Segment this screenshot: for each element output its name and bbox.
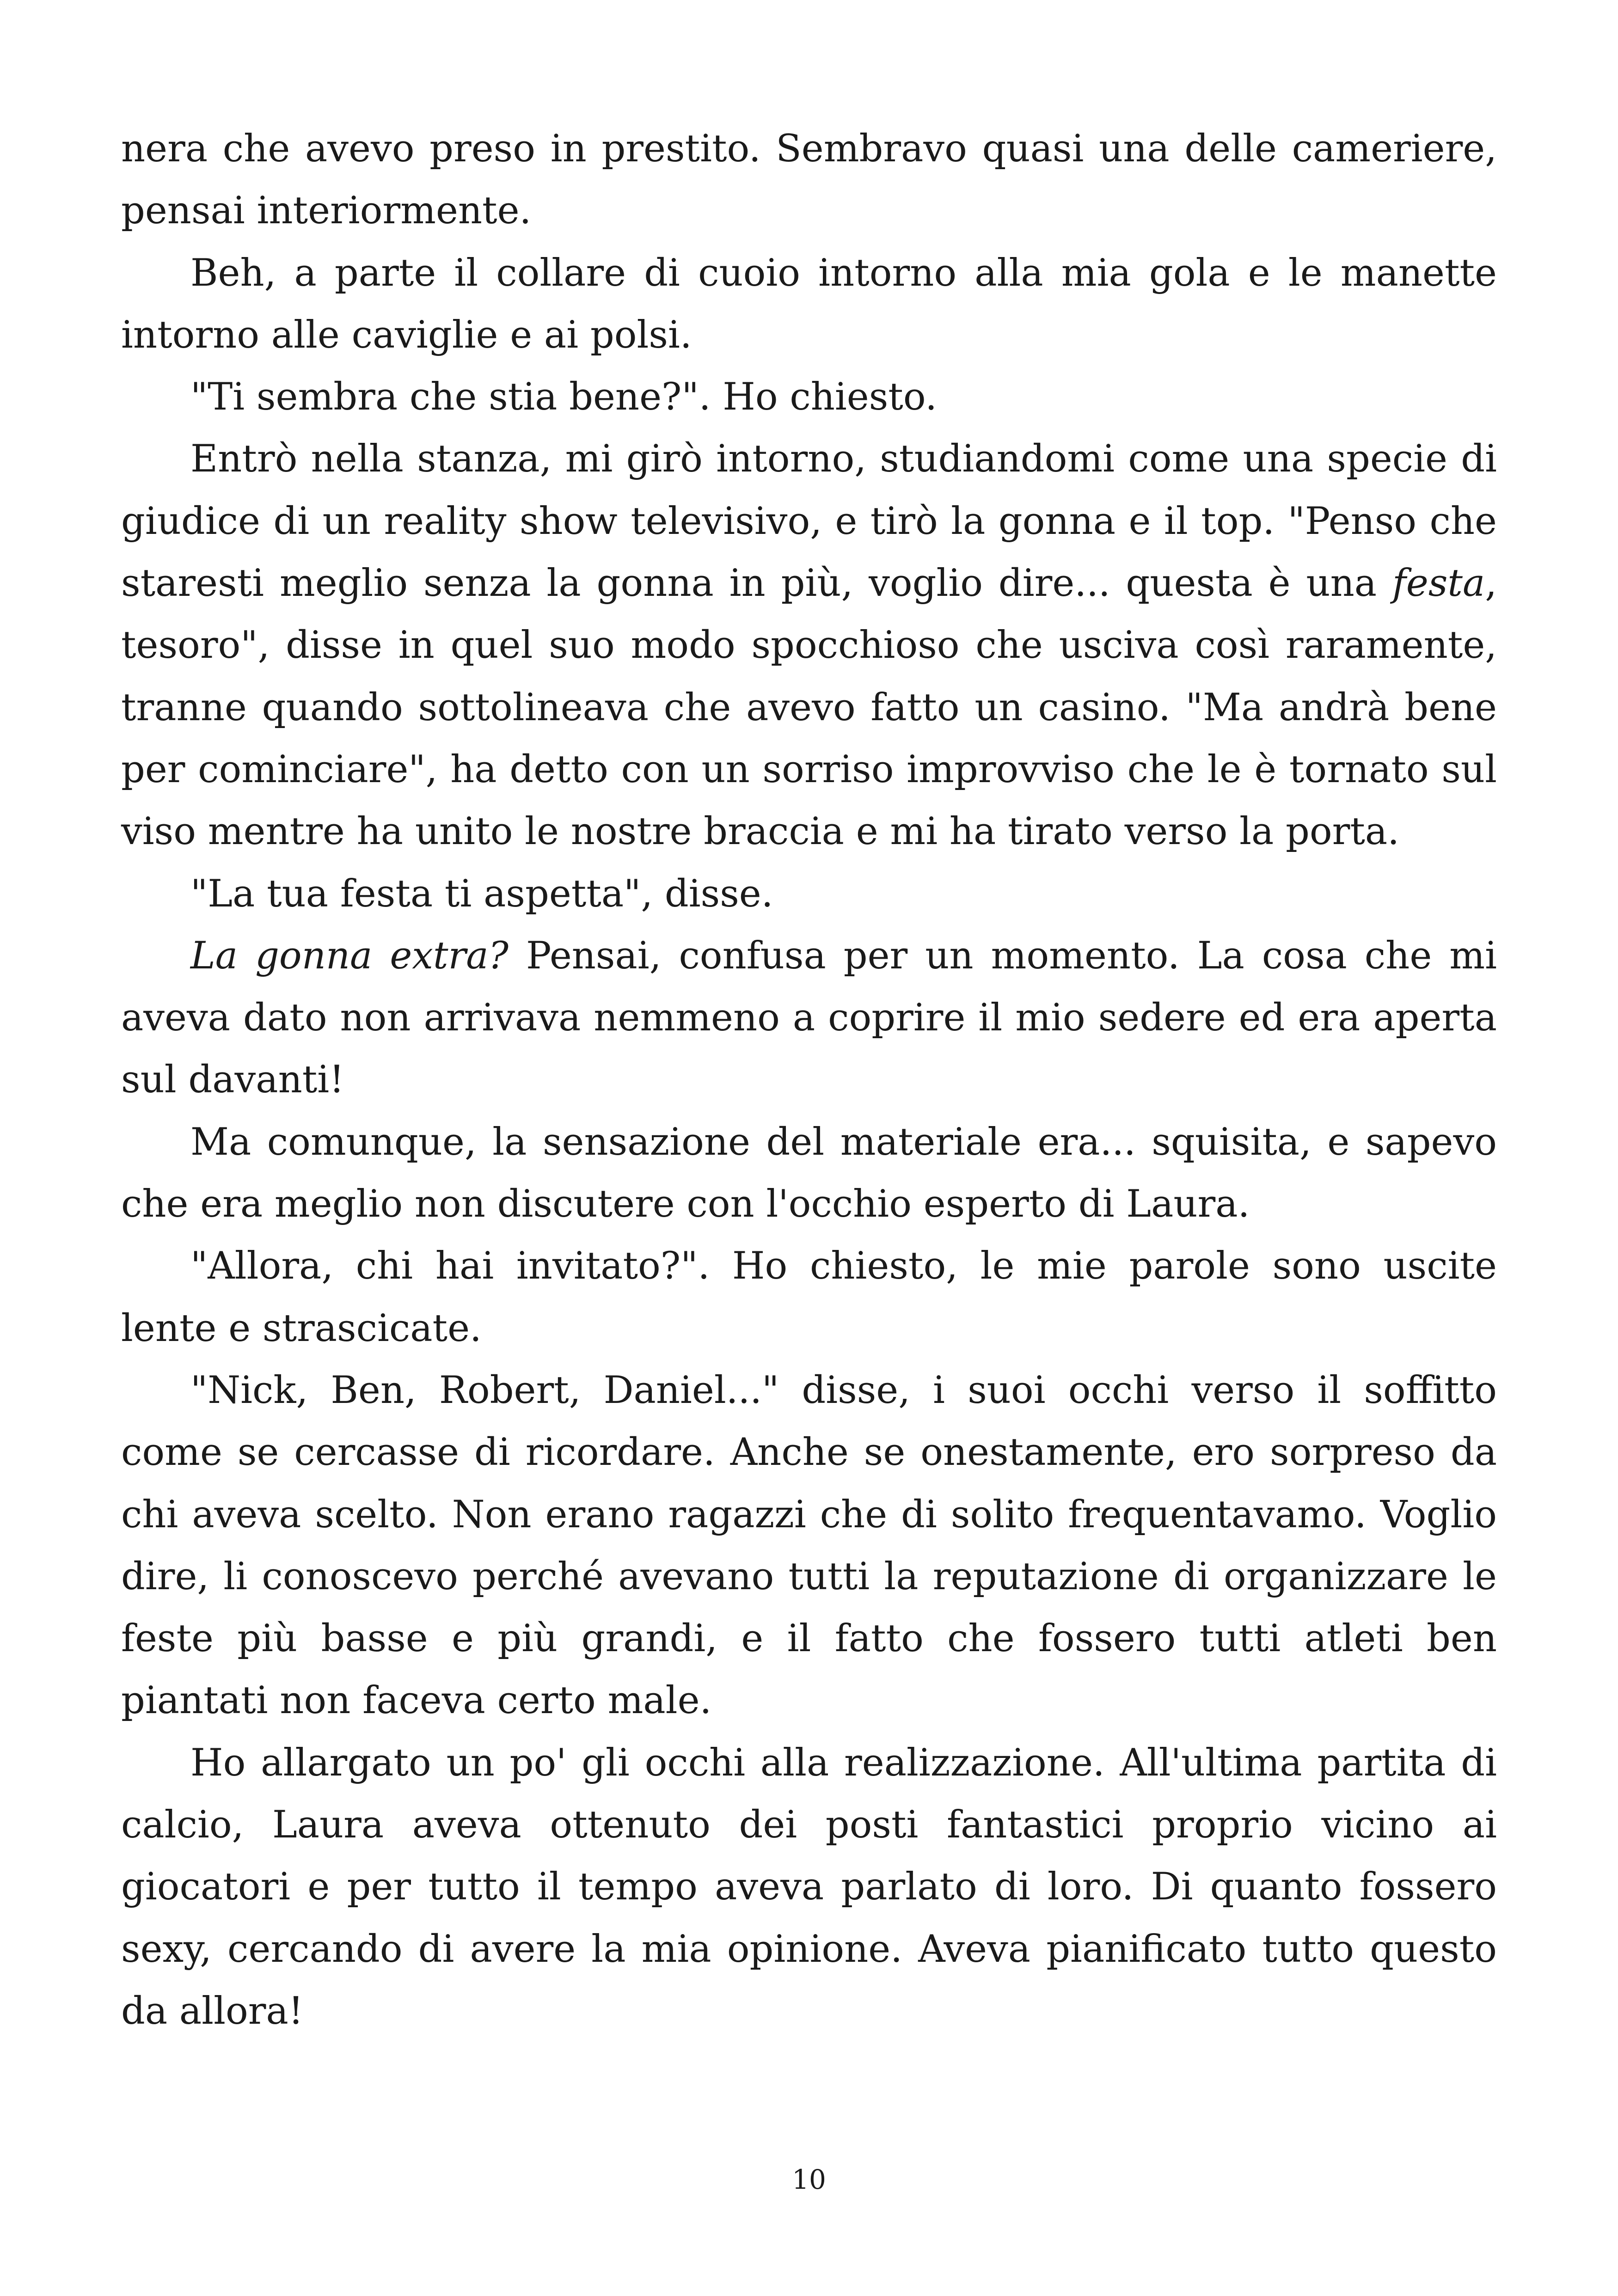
text-run: "La tua festa ti aspetta", disse.: [190, 872, 773, 916]
text-run: Ho allargato un po' gli occhi alla realizzazione. All'ultima partita di calcio, Laura aveva ottenuto dei posti fantastici proprio vicino ai giocatori e per tutto il tempo aveva parlato di loro. Di quanto fossero sexy, cercando di avere la mia opinione. Aveva pianificato tutto questo da allora!: [121, 1741, 1497, 2033]
text-run: "Ti sembra che stia bene?". Ho chiesto.: [190, 375, 937, 419]
paragraph: [121, 1111, 1497, 1236]
paragraph: [121, 118, 1497, 242]
text-run: nera che avevo preso in prestito. Sembravo quasi una delle cameriere, pensai interiormente.: [121, 127, 1497, 233]
text-run: "Allora, chi hai invitato?". Ho chiesto, le mie parole sono uscite lente e strascicate.: [121, 1244, 1497, 1350]
text-run: Entrò nella stanza, mi girò intorno, studiandomi come una specie di giudice di un reality show televisivo, e tirò la gonna e il top. "Penso che staresti meglio senza la gonna in più, voglio dire... questa è una: [121, 437, 1497, 606]
paragraph: [121, 925, 1497, 1111]
text-run: Ma comunque, la sensazione del materiale era... squisita, e sapevo che era meglio non discutere con l'occhio esperto di Laura.: [121, 1120, 1497, 1226]
text-run: , tesoro", disse in quel suo modo spocchioso che usciva così raramente, tranne quando sottolineava che avevo fatto un casino. "Ma andrà bene per cominciare", ha detto con un sorriso improvviso che le è tornato sul viso mentre ha unito le nostre braccia e mi ha tirato verso la porta.: [121, 562, 1497, 854]
text-run: Beh, a parte il collare di cuoio intorno alla mia gola e le manette intorno alle caviglie e ai polsi.: [121, 251, 1497, 357]
paragraph: [121, 1235, 1497, 1359]
body-text: [121, 118, 1497, 2042]
italic-text: La gonna extra?: [190, 934, 509, 978]
paragraph: [121, 1359, 1497, 1732]
text-run: "Nick, Ben, Robert, Daniel..." disse, i suoi occhi verso il soffitto come se cercasse di ricordare. Anche se onestamente, ero sorpreso da chi aveva scelto. Non erano ragazzi che di solito frequentavamo. Voglio dire, li conoscevo perché avevano tutti la reputazione di organizzare le feste più basse e più grandi, e il fatto che fossero tutti atleti ben piantati non faceva certo male.: [121, 1368, 1497, 1723]
paragraph: [121, 1732, 1497, 2042]
paragraph: [121, 366, 1497, 428]
page-number: 10: [792, 2164, 826, 2195]
italic-text: festa: [1392, 562, 1485, 606]
paragraph: [121, 242, 1497, 367]
paragraph: [121, 428, 1497, 863]
text-run: Pensai, confusa per un momento. La cosa che mi aveva dato non arrivava nemmeno a coprire il mio sedere ed era aperta sul davanti!: [121, 934, 1497, 1102]
paragraph: [121, 863, 1497, 925]
